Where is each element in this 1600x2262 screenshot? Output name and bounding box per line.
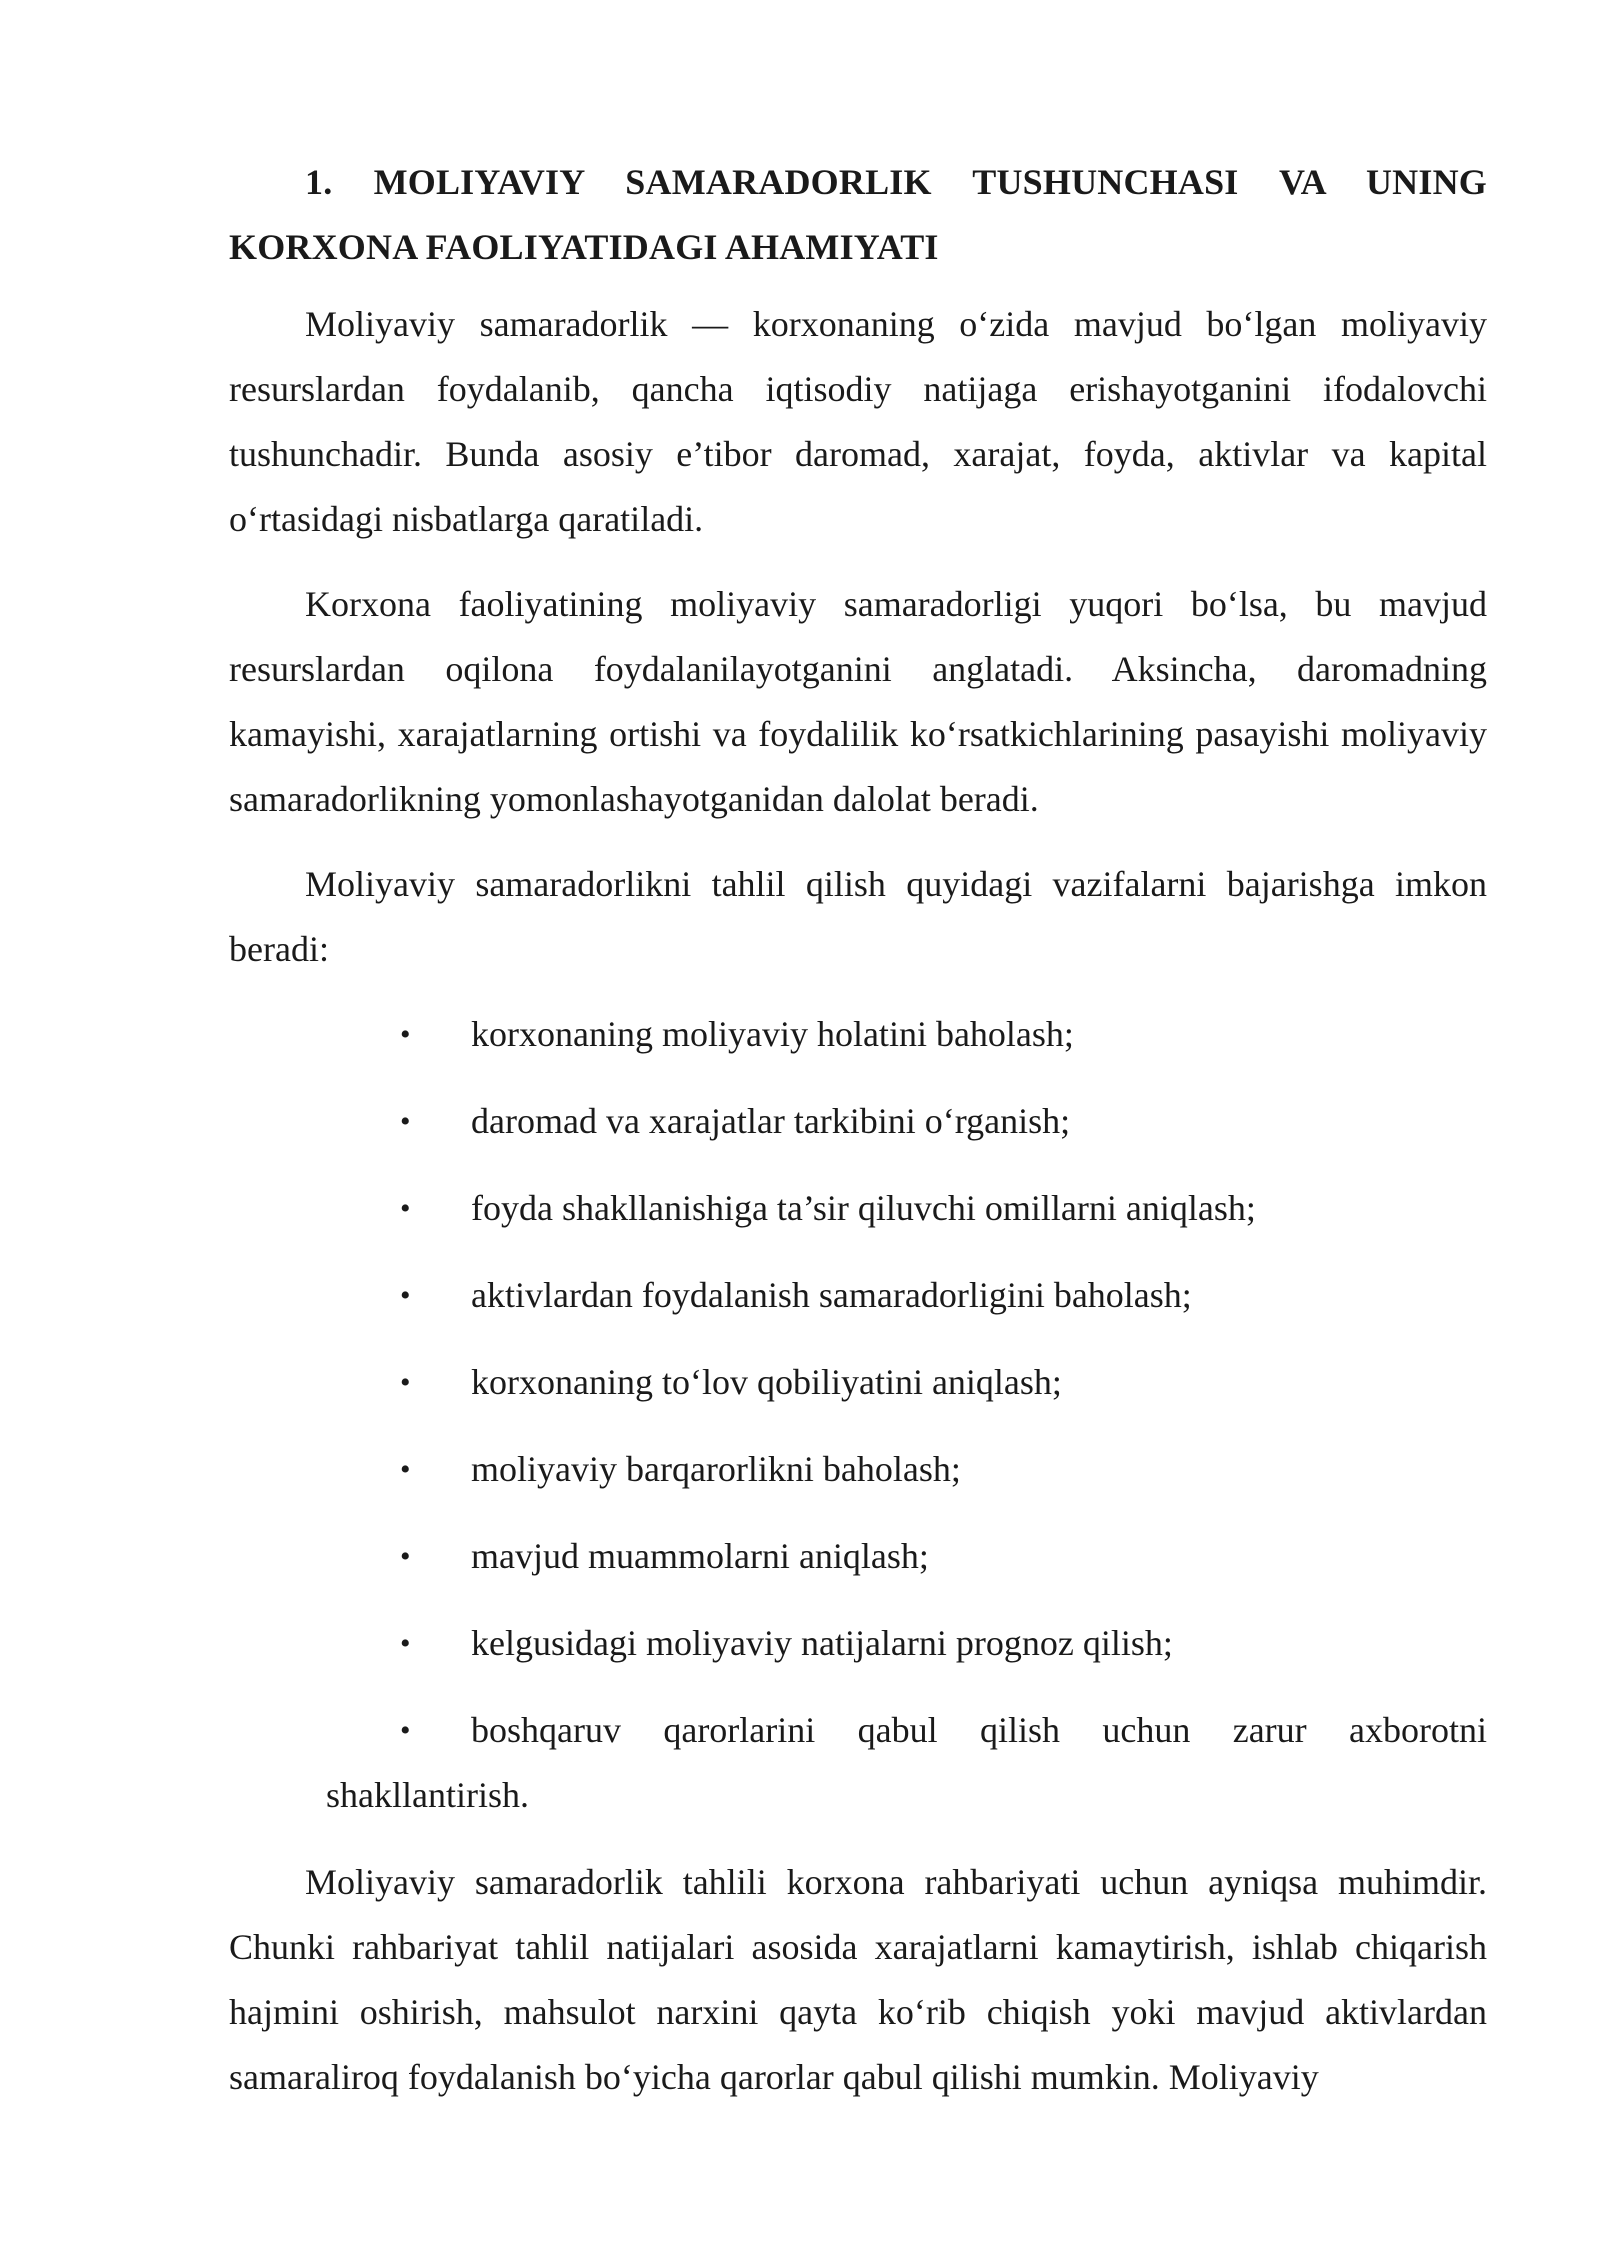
list-item xyxy=(229,1263,1487,1328)
list-item xyxy=(229,1350,1487,1415)
bullet-icon: • xyxy=(400,1366,411,1399)
list-item-text: foyda shakllanishiga ta’sir qiluvchi omillarni aniqlash; xyxy=(471,1188,1256,1228)
bullet-icon: • xyxy=(400,1540,411,1573)
bullet-icon: • xyxy=(400,1714,411,1747)
paragraph-management: Moliyaviy samaradorlik tahlili korxona rahbariyati uchun ayniqsa muhimdir. Chunki rahbariyat tahlil natijalari asosida xarajatlarni kamaytirish, ishlab chiqarish hajmini oshirish, mahsulot narxini qayta ko‘rib chiqish yoki mavjud aktivlardan samaraliroq foydalanish bo‘yicha qarorlar qabul qilishi mumkin. Moliyaviy xyxy=(229,1862,1487,2097)
list-item xyxy=(229,1437,1487,1502)
list-item-text: korxonaning moliyaviy holatini baholash; xyxy=(471,1014,1074,1054)
list-item-text: moliyaviy barqarorlikni baholash; xyxy=(471,1449,961,1489)
bullet-icon: • xyxy=(400,1018,411,1051)
tasks-list xyxy=(229,1002,1487,1828)
list-item-text: boshqaruv qarorlarini qabul qilish uchun zarur axborotni shakllantirish. xyxy=(326,1710,1487,1815)
bullet-icon: • xyxy=(400,1105,411,1138)
list-item xyxy=(229,1089,1487,1154)
list-item-text: aktivlardan foydalanish samaradorligini baholash; xyxy=(471,1275,1192,1315)
section-heading: 1. MOLIYAVIY SAMARADORLIK TUSHUNCHASI VA UNING KORXONA FAOLIYATIDAGI AHAMIYATI xyxy=(229,162,1487,267)
bullet-icon: • xyxy=(400,1279,411,1312)
bullet-icon: • xyxy=(400,1453,411,1486)
paragraph-tasks-intro: Moliyaviy samaradorlikni tahlil qilish quyidagi vazifalarni bajarishga imkon beradi: xyxy=(229,864,1487,969)
bullet-icon: • xyxy=(400,1192,411,1225)
paragraph-definition: Moliyaviy samaradorlik — korxonaning o‘zida mavjud bo‘lgan moliyaviy resurslardan foydalanib, qancha iqtisodiy natijaga erishayotganini ifodalovchi tushunchadir. Bunda asosiy e’tibor daromad, xarajat, foyda, aktivlar va kapital o‘rtasidagi nisbatlarga qaratiladi. xyxy=(229,304,1487,539)
document-page xyxy=(229,150,1487,2130)
list-item xyxy=(229,1176,1487,1241)
list-item xyxy=(229,1698,1487,1828)
list-item-text: daromad va xarajatlar tarkibini o‘rganish; xyxy=(471,1101,1071,1141)
list-item xyxy=(229,1524,1487,1589)
list-item-text: kelgusidagi moliyaviy natijalarni prognoz qilish; xyxy=(471,1623,1173,1663)
list-item-text: korxonaning to‘lov qobiliyatini aniqlash; xyxy=(471,1362,1062,1402)
paragraph-efficiency: Korxona faoliyatining moliyaviy samaradorligi yuqori bo‘lsa, bu mavjud resurslardan oqilona foydalanilayotganini anglatadi. Aksincha, daromadning kamayishi, xarajatlarning ortishi va foydalilik ko‘rsatkichlarining pasayishi moliyaviy samaradorlikning yomonlashayotganidan dalolat beradi. xyxy=(229,584,1487,819)
list-item xyxy=(229,1611,1487,1676)
list-item xyxy=(229,1002,1487,1067)
list-item-text: mavjud muammolarni aniqlash; xyxy=(471,1536,929,1576)
bullet-icon: • xyxy=(400,1627,411,1660)
